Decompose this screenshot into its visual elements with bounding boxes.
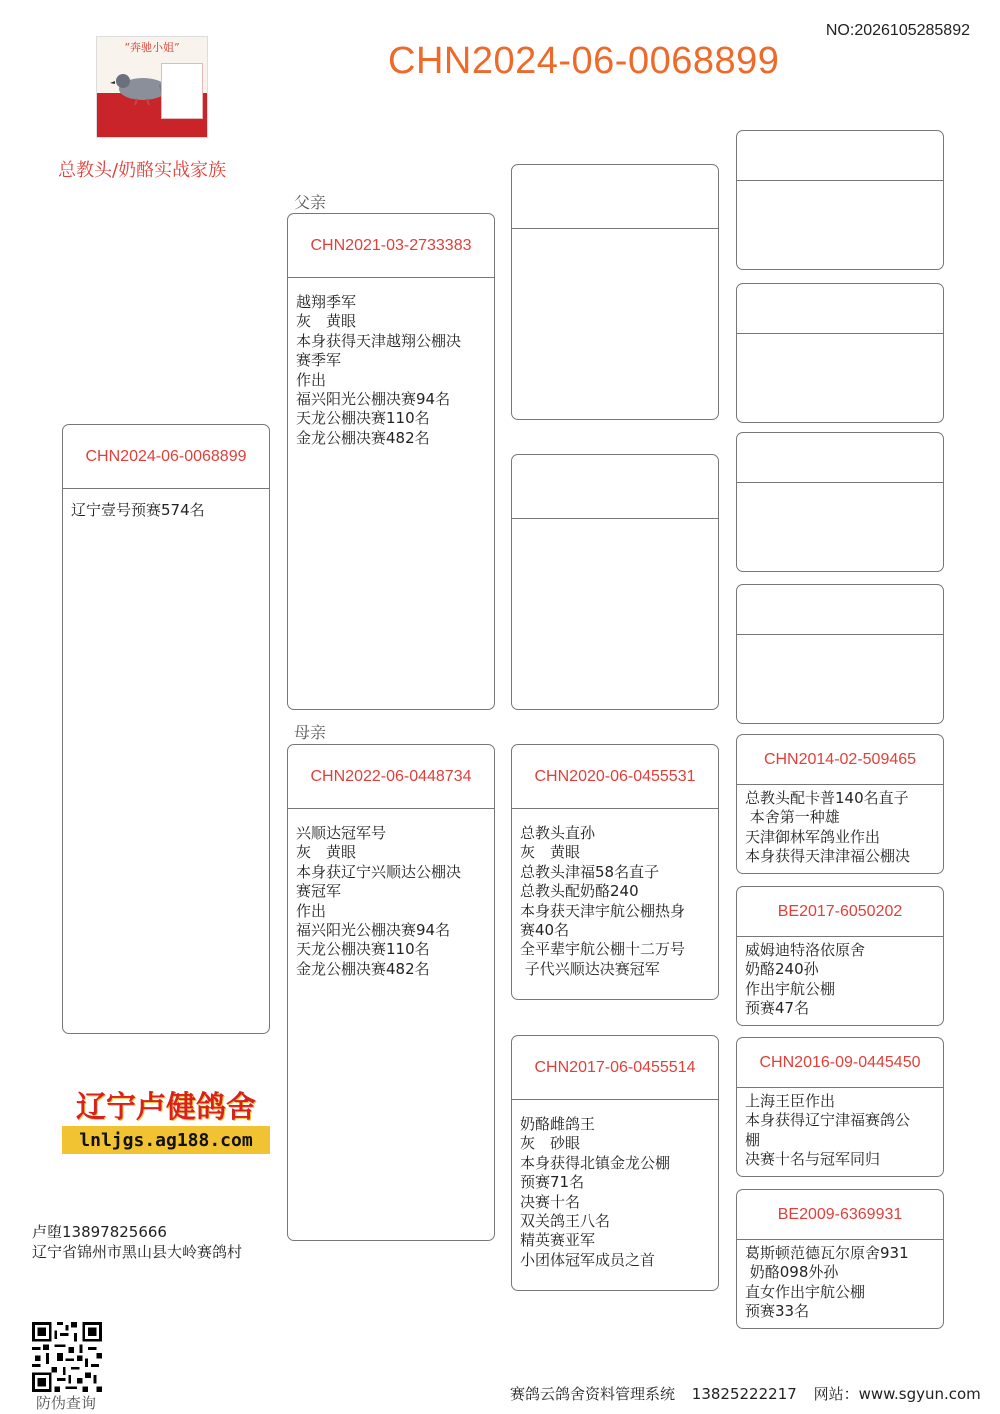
ggp-notes (737, 785, 943, 867)
note-line: 总教头配奶酪240 (520, 882, 639, 901)
loft-family-title: 总教头/奶酪实战家族 (58, 160, 227, 181)
ggp-empty-card (736, 584, 944, 724)
empty-ring (512, 455, 718, 519)
ggp-notes (737, 937, 943, 1019)
note-line: 决赛十名与冠军同归 (745, 1150, 881, 1169)
logo-info-panel (161, 63, 203, 119)
sire-card (287, 213, 495, 710)
note-line: 预赛47名 (745, 999, 810, 1018)
sire-sire-card (511, 164, 719, 420)
note-line: 本身获天津宇航公棚热身 (520, 901, 686, 920)
sire-ring: CHN2021-03-2733383 (288, 214, 494, 278)
note-line: 金龙公棚决赛482名 (296, 959, 430, 978)
note-line: 总教头直孙 (520, 824, 596, 842)
subject-card (62, 424, 270, 1034)
ggp-ring: BE2009-6369931 (737, 1190, 943, 1240)
note-line: 本身获得北镇金龙公棚 (520, 1153, 671, 1172)
empty-ring (737, 284, 943, 334)
footer-website[interactable]: 网站：www.sgyun.com (813, 1385, 981, 1403)
note-line: 本舍第一种雄 (745, 808, 840, 827)
note-line: 本身获得天津津福公棚决 (745, 847, 911, 866)
footer-phone: 13825222217 (691, 1385, 797, 1403)
note-line: 灰 黄眼 (296, 312, 357, 331)
sire-notes (288, 278, 494, 448)
note-line: 本身获得天津越翔公棚决 (296, 331, 462, 350)
note-line: 作出 (296, 901, 327, 920)
empty-ring (737, 131, 943, 181)
note-line: 作出宇航公棚 (745, 979, 836, 998)
note-line: 全平辈宇航公棚十二万号 (520, 940, 686, 959)
note-line: 总教头津福58名直子 (520, 862, 660, 881)
note-line: 精英赛亚军 (520, 1231, 596, 1250)
note-line: 越翔季军 (296, 293, 357, 311)
note-line: 天津御林军鸽业作出 (745, 827, 881, 846)
note-line: 奶酪240孙 (745, 960, 819, 979)
logo-title: “奔驰小姐” (124, 41, 180, 54)
ggp-card-1 (736, 734, 944, 874)
note-line: 威姆迪特洛依原舍 (745, 941, 866, 959)
note-line: 葛斯顿范德瓦尔原舍931 (745, 1244, 909, 1262)
empty-ring (737, 433, 943, 483)
dam-sire-ring: CHN2020-06-0455531 (512, 745, 718, 809)
empty-ring (737, 585, 943, 635)
note-line: 棚 (745, 1130, 761, 1149)
ggp-ring: BE2017-6050202 (737, 887, 943, 937)
father-label: 父亲 (294, 193, 327, 212)
dam-card (287, 744, 495, 1241)
note-line: 金龙公棚决赛482名 (296, 428, 430, 447)
dam-sire-card (511, 744, 719, 1000)
stamp-name: 辽宁卢健鸽舍 (76, 1090, 256, 1125)
ggp-empty-card (736, 432, 944, 572)
note-line: 子代兴顺达决赛冠军 (520, 959, 660, 978)
loft-logo (96, 36, 208, 138)
note-line: 天龙公棚决赛110名 (296, 940, 430, 959)
ggp-card-4 (736, 1189, 944, 1329)
dam-ring: CHN2022-06-0448734 (288, 745, 494, 809)
empty-ring (512, 165, 718, 229)
subject-notes (63, 489, 269, 520)
note-line: 灰 砂眼 (520, 1134, 581, 1153)
note-line: 赛40名 (520, 921, 570, 940)
note-line: 小团体冠军成员之首 (520, 1250, 656, 1269)
note-line: 天龙公棚决赛110名 (296, 409, 430, 428)
dam-notes (288, 809, 494, 979)
note-line: 直女作出宇航公棚 (745, 1282, 866, 1301)
footer-system: 赛鸽云鸽舍资料管理系统 (510, 1385, 676, 1403)
note-line: 双关鸽王八名 (520, 1212, 611, 1231)
contact-block (32, 1222, 242, 1262)
note-line: 赛季军 (296, 351, 342, 370)
dam-dam-ring: CHN2017-06-0455514 (512, 1036, 718, 1100)
stamp-website: lnljgs.ag188.com (62, 1126, 270, 1154)
subject-ring: CHN2024-06-0068899 (63, 425, 269, 489)
note-line: 总教头配卡普140名直子 (745, 789, 909, 807)
ggp-ring: CHN2016-09-0445450 (737, 1038, 943, 1088)
qr-label: 防伪查询 (36, 1394, 97, 1412)
contact-address: 辽宁省锦州市黑山县大岭赛鸽村 (32, 1243, 243, 1261)
ggp-card-3 (736, 1037, 944, 1177)
note-line: 本身获辽宁兴顺达公棚决 (296, 862, 462, 881)
note-line: 预赛33名 (745, 1302, 810, 1321)
document-number: NO:2026105285892 (825, 22, 970, 39)
note-line: 灰 黄眼 (296, 843, 357, 862)
ggp-empty-card (736, 130, 944, 270)
dam-sire-notes (512, 809, 718, 979)
note-line: 本身获得辽宁津福赛鸽公 (745, 1111, 911, 1130)
ggp-notes (737, 1088, 943, 1170)
ggp-notes (737, 1240, 943, 1322)
ggp-ring: CHN2014-02-509465 (737, 735, 943, 785)
dam-dam-notes (512, 1100, 718, 1270)
note-line: 福兴阳光公棚决赛94名 (296, 921, 451, 940)
note-line: 灰 黄眼 (520, 843, 581, 862)
footer (510, 1383, 993, 1404)
ggp-empty-card (736, 283, 944, 423)
qr-code-icon[interactable] (32, 1322, 102, 1392)
loft-stamp (62, 1084, 270, 1156)
note-line: 辽宁壹号预赛574名 (71, 501, 205, 519)
note-line: 奶酪098外孙 (745, 1263, 839, 1282)
note-line: 预赛71名 (520, 1173, 585, 1192)
note-line: 决赛十名 (520, 1192, 581, 1211)
note-line: 赛冠军 (296, 882, 342, 901)
mother-label: 母亲 (294, 723, 327, 742)
contact-phone: 卢堕13897825666 (32, 1223, 167, 1241)
main-ring-number: CHN2024-06-0068899 (388, 40, 780, 82)
ggp-card-2 (736, 886, 944, 1026)
note-line: 兴顺达冠军号 (296, 824, 387, 842)
note-line: 福兴阳光公棚决赛94名 (296, 390, 451, 409)
note-line: 上海王臣作出 (745, 1092, 836, 1110)
dam-dam-card (511, 1035, 719, 1291)
sire-dam-card (511, 454, 719, 710)
note-line: 作出 (296, 370, 327, 389)
note-line: 奶酪雌鸽王 (520, 1115, 596, 1133)
